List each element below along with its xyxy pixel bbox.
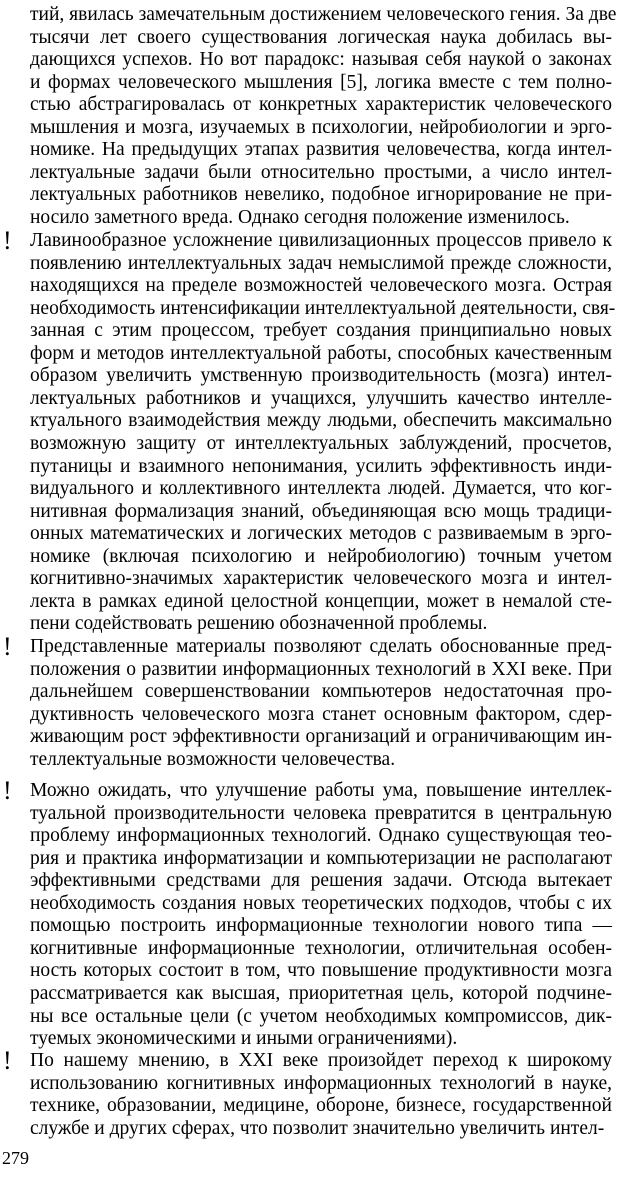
text-line: путаницы и взаимного непонимания, усилить эффективность инди- bbox=[30, 455, 612, 477]
text-line: форм и методов интеллектуальной работы, способных качественным bbox=[30, 342, 612, 364]
text-line: технике, образовании, медицине, обороне, бизнесе, государственной bbox=[30, 1095, 612, 1117]
text-line: Лавинообразное усложнение цивилизационных процессов привело к bbox=[30, 230, 612, 251]
text-line: использованию когнитивных информационных технологий в науке, bbox=[30, 1072, 612, 1094]
text-line: номике. На предыдущих этапах развития человечества, когда интел- bbox=[30, 139, 612, 161]
text-line: возможную защиту от интеллектуальных заблуждений, просчетов, bbox=[30, 432, 612, 454]
text-line: и формах человеческого мышления [5], логика вместе с тем полно- bbox=[30, 71, 612, 93]
margin-exclamation-mark: ! bbox=[3, 1046, 12, 1075]
text-line: необходимость создания новых теоретических подходов, чтобы с их bbox=[30, 892, 612, 914]
text-line: живающим рост эффективности организаций и ограничивающим ин- bbox=[30, 726, 612, 748]
text-line: онных математических и логических методов с развиваемым в эрго- bbox=[30, 523, 612, 545]
text-line: помощью построить информационные технологии нового типа — bbox=[30, 915, 612, 937]
text-line: ктуального взаимодействия между людьми, обеспечить максимально bbox=[30, 410, 612, 432]
text-line: рассматривается как высшая, приоритетная цель, которой подчине- bbox=[30, 982, 612, 1004]
text-line: службе и других сферах, что позволит значительно увеличить интел- bbox=[30, 1117, 605, 1139]
text-line: занная с этим процессом, требует создания принципиально новых bbox=[30, 320, 612, 342]
text-line: номике (включая психологию и нейробиологию) точным учетом bbox=[30, 545, 612, 567]
text-line: пени содействовать решению обозначенной проблемы. bbox=[30, 613, 488, 635]
text-line: мышления и мозга, изучаемых в психологии, нейробиологии и эрго- bbox=[30, 116, 612, 138]
text-line: проблему информационных технологий. Однако существующая тео- bbox=[30, 825, 612, 847]
text-line: нитивная формализация знаний, объединяющая всю мощь традици- bbox=[30, 500, 612, 522]
page-number: 279 bbox=[2, 1148, 29, 1168]
text-line: туальной производительности человека превратится в центральную bbox=[30, 802, 612, 824]
text-line: эффективными средствами для решения задачи. Отсюда вытекает bbox=[30, 870, 612, 892]
text-line: находящихся на пределе возможностей человеческого мозга. Острая bbox=[30, 275, 612, 297]
text-line: По нашему мнению, в XXI веке произойдет переход к широкому bbox=[30, 1050, 612, 1071]
margin-exclamation-mark: ! bbox=[3, 776, 12, 805]
text-line: видуального и коллективного интеллекта людей. Думается, что ког- bbox=[30, 478, 612, 500]
text-line: дающихся успехов. Но вот парадокс: называя себя наукой о законах bbox=[30, 49, 612, 71]
text-line: лектуальные задачи были относительно простыми, а число интел- bbox=[30, 161, 612, 183]
text-line: положения о развитии информационных технологий в XXI веке. При bbox=[30, 658, 612, 680]
text-line: Представленные материалы позволяют сделать обоснованные пред- bbox=[30, 636, 612, 657]
text-line: когнитивные информационные технологии, отличительная особен- bbox=[30, 937, 612, 959]
text-line: ность которых состоит в том, что повышение продуктивности мозга bbox=[30, 960, 612, 982]
text-line: стью абстрагировалась от конкретных характеристик человеческого bbox=[30, 94, 612, 116]
text-line: дальнейшем совершенствовании компьютеров недостаточная про- bbox=[30, 681, 612, 703]
margin-exclamation-mark: ! bbox=[3, 632, 12, 661]
text-line: необходимость интенсификации интеллектуальной деятельности, свя- bbox=[30, 297, 616, 319]
text-line: образом увеличить умственную производительность (мозга) интел- bbox=[30, 365, 612, 387]
text-line: когнитивно-значимых характеристик человеческого мозга и интел- bbox=[30, 568, 612, 590]
text-line: дуктивность человеческого мозга станет основным фактором, сдер- bbox=[30, 703, 612, 725]
text-line: ны все остальные цели (с учетом необходимых компромиссов, дик- bbox=[30, 1005, 612, 1027]
text-line: лектуальных работников невелико, подобное игнорирование не при- bbox=[30, 184, 612, 206]
text-line: тысячи лет своего существования логическая наука добилась вы- bbox=[30, 26, 612, 48]
text-line: носило заметного вреда. Однако сегодня положение изменилось. bbox=[30, 206, 570, 228]
margin-exclamation-mark: ! bbox=[3, 226, 12, 255]
text-line: туемых экономическими и иными ограничениями). bbox=[30, 1028, 458, 1050]
text-line: появлению интеллектуальных задач немыслимой прежде сложности, bbox=[30, 252, 612, 274]
text-line: тий, явилась замечательным достижением человеческого гения. За две bbox=[30, 4, 617, 25]
text-line: Можно ожидать, что улучшение работы ума, повышение интеллек- bbox=[30, 780, 612, 801]
text-line: лектуальных работников и учащихся, улучшить качество интелле- bbox=[30, 387, 612, 409]
text-line: теллектуальные возможности человечества. bbox=[30, 748, 396, 770]
text-line: рия и практика информатизации и компьютеризации не располагают bbox=[30, 847, 612, 869]
text-line: лекта в рамках единой целостной концепции, может в немалой сте- bbox=[30, 590, 612, 612]
